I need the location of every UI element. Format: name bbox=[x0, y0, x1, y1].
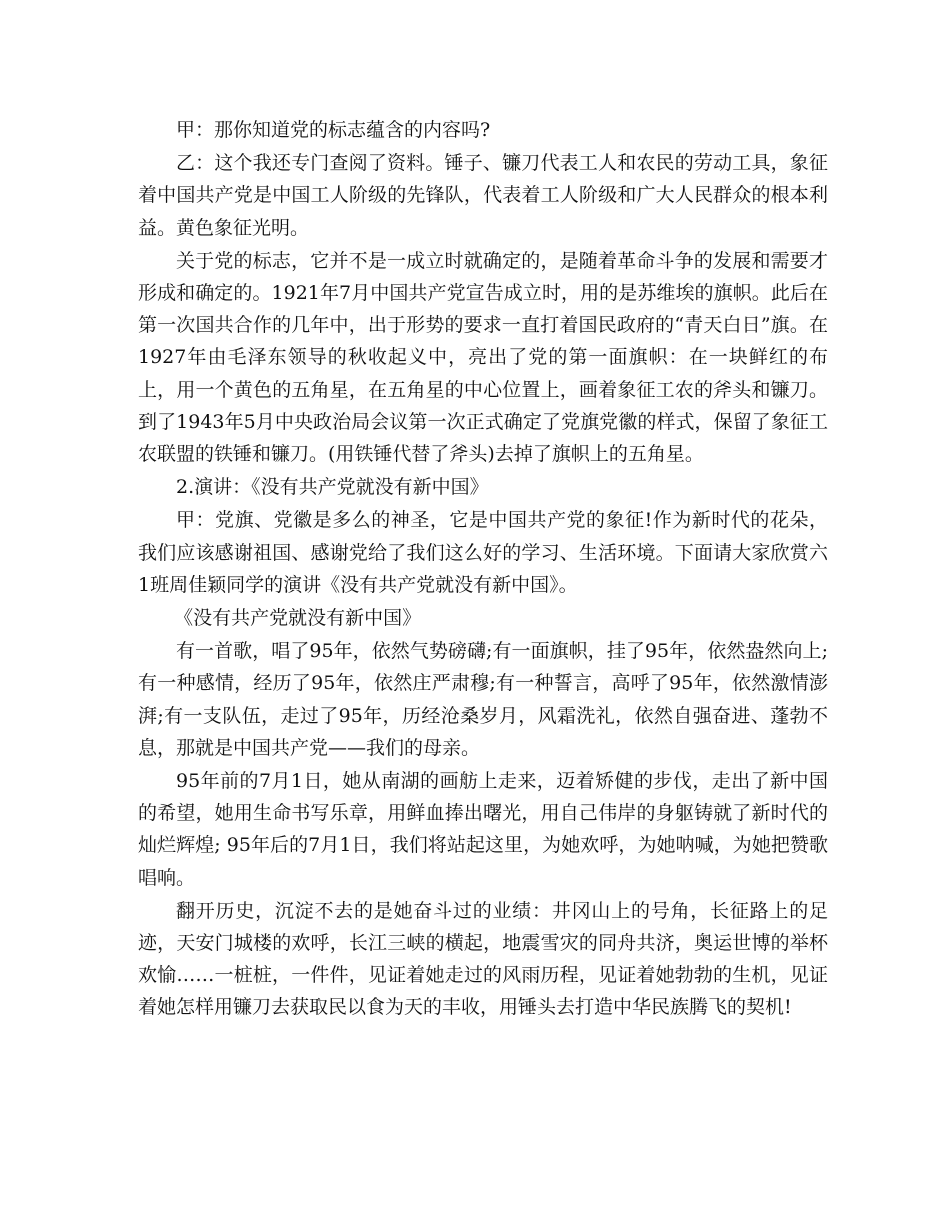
dialogue-paragraph-jia-intro: 甲：党旗、党徽是多么的神圣，它是中国共产党的象征!作为新时代的花朵，我们应该感谢祖国、感谢党给了我们这么好的学习、生活环境。下面请大家欣赏六1班周佳颖同学的演讲《没有共产党就没有新中国》。 bbox=[138, 509, 828, 596]
speech-paragraph-2: 95年前的7月1日，她从南湖的画舫上走来，迈着矫健的步伐，走出了新中国的希望，她用生命书写乐章，用鲜血捧出曙光，用自己伟岸的身躯铸就了新时代的灿烂辉煌; 95年后的7月1日，我们将站起这里，为她欢呼，为她呐喊，为她把赞歌唱响。 bbox=[138, 770, 828, 889]
speech-paragraph-3: 翻开历史，沉淀不去的是她奋斗过的业绩：井冈山上的号角，长征路上的足迹，天安门城楼的欢呼，长江三峡的横起，地震雪灾的同舟共济，奥运世博的举杯欢愉……一桩桩，一件件，见证着她走过的风雨历程，见证着她勃勃的生机，见证着她怎样用镰刀去获取民以食为天的丰收，用锤头去打造中华民族腾飞的契机! bbox=[138, 899, 828, 1019]
history-paragraph: 关于党的标志，它并不是一成立时就确定的，是随着革命斗争的发展和需要才形成和确定的。1921年7月中国共产党宣告成立时，用的是苏维埃的旗帜。此后在第一次国共合作的几年中，出于形势的要求一直打着国民政府的“青天白日”旗。在1927年由毛泽东领导的秋收起义中，亮出了党的第一面旗帜：在一块鲜红的布上，用一个黄色的五角星，在五角星的中心位置上，画着象征工农的斧头和镰刀。到了1943年5月中央政治局会议第一次正式确定了党旗党徽的样式，保留了象征工农联盟的铁锤和镰刀。(用铁锤代替了斧头)去掉了旗帜上的五角星。 bbox=[138, 249, 828, 466]
section-heading: 2.演讲：《没有共产党就没有新中国》 bbox=[176, 476, 489, 499]
dialogue-paragraph-jia-question: 甲：那你知道党的标志蕴含的内容吗? bbox=[176, 119, 491, 141]
document-page bbox=[138, 114, 828, 1025]
dialogue-paragraph-yi-answer: 乙：这个我还专门查阅了资料。锤子、镰刀代表工人和农民的劳动工具，象征着中国共产党是中国工人阶级的先锋队，代表着工人阶级和广大人民群众的根本利益。黄色象征光明。 bbox=[138, 152, 828, 239]
speech-paragraph-1: 有一首歌，唱了95年，依然气势磅礴;有一面旗帜，挂了95年，依然盎然向上;有一种感情，经历了95年，依然庄严肃穆;有一种誓言，高呼了95年，依然激情澎湃;有一支队伍，走过了95年，历经沧桑岁月，风霜洗礼，依然自强奋进、蓬勃不息，那就是中国共产党——我们的母亲。 bbox=[138, 640, 828, 759]
speech-title: 《没有共产党就没有新中国》 bbox=[174, 607, 422, 630]
